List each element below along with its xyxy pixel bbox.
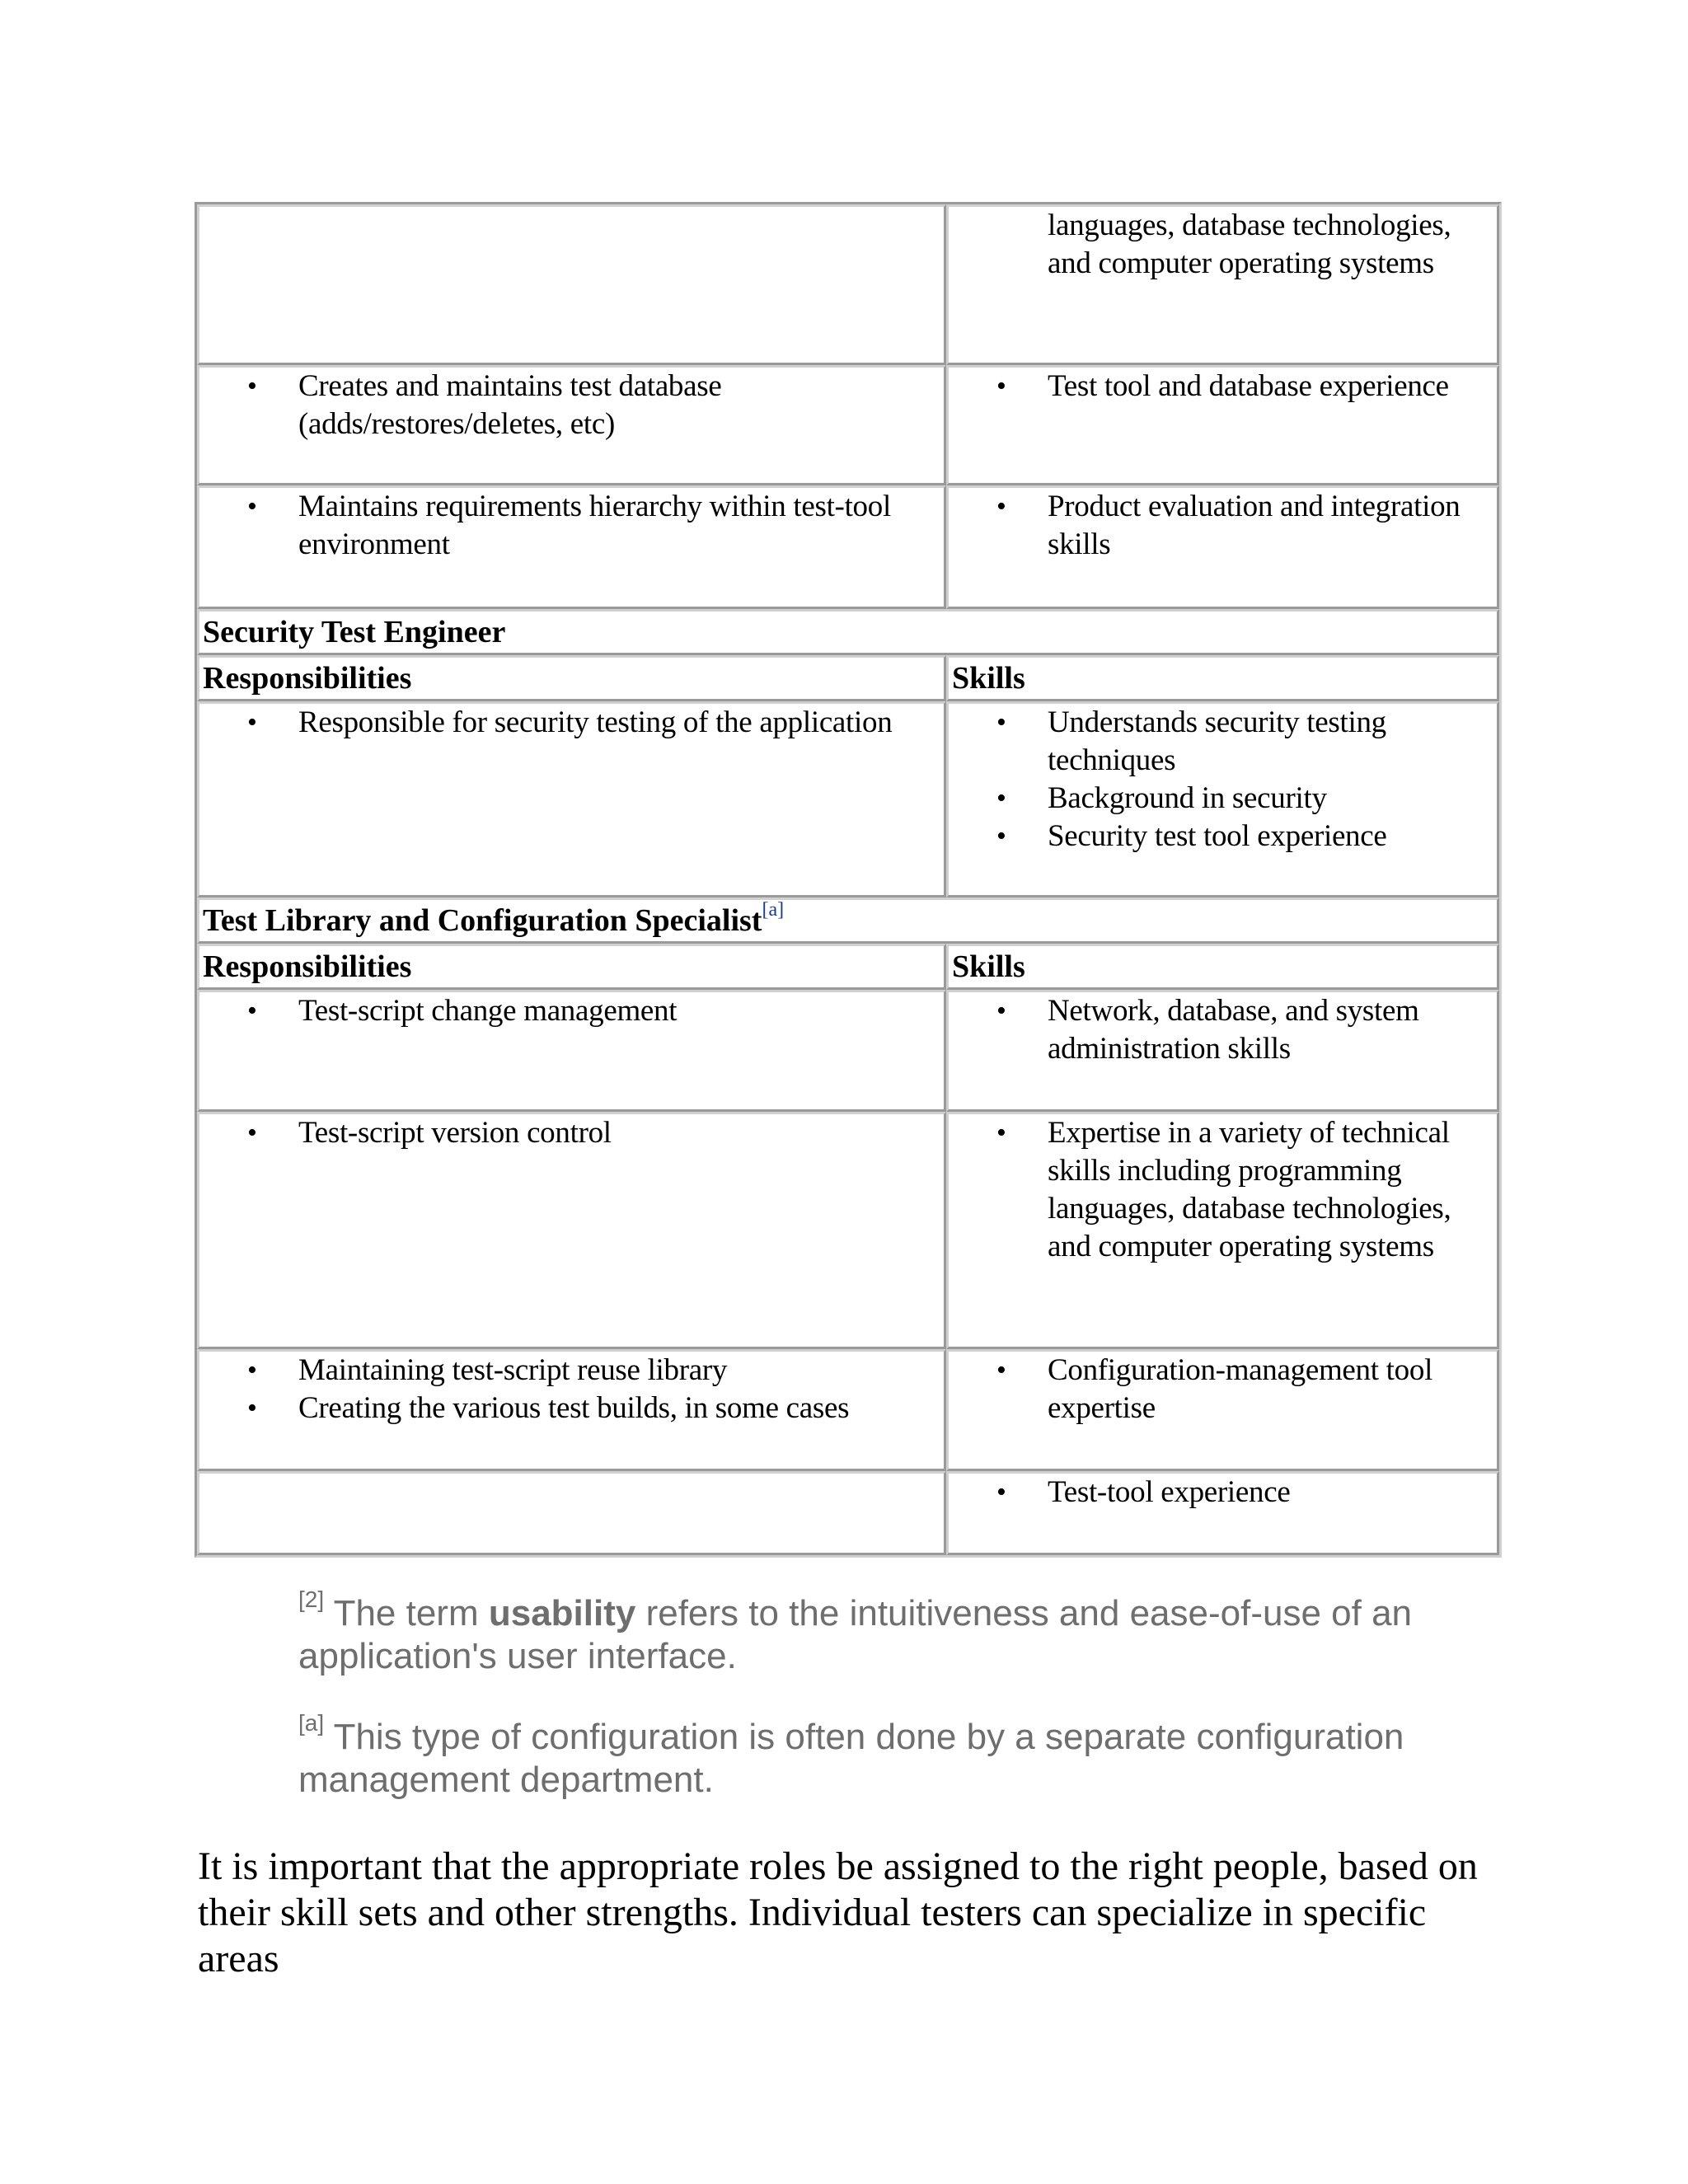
responsibilities-cell (197, 1112, 946, 1349)
skills-cell (946, 1112, 1499, 1349)
skill-list (952, 992, 1493, 1068)
section-title-text: Test Library and Configuration Specialist (203, 903, 762, 938)
responsibilities-header: Responsibilities (197, 944, 946, 990)
list-item: • Configuration-management tool expertise (1048, 1352, 1493, 1427)
footnotes (298, 1586, 1485, 1840)
list-item: • Maintains requirements hierarchy within test-tool environment (298, 488, 940, 564)
skills-header: Skills (946, 655, 1499, 701)
responsibilities-cell (197, 990, 946, 1112)
skills-cell (946, 701, 1499, 898)
responsibility-list (203, 1114, 940, 1152)
footnote-a (298, 1710, 1485, 1802)
skill-list (952, 368, 1493, 405)
column-header-row (197, 655, 1499, 701)
table-row (197, 1112, 1499, 1349)
section-title: Security Test Engineer (197, 609, 1499, 655)
skill-list (952, 704, 1493, 855)
footnote-text: The term (324, 1593, 489, 1633)
list-item: • Maintaining test-script reuse library (298, 1352, 940, 1390)
section-title-row (197, 898, 1499, 944)
table-row (197, 485, 1499, 609)
column-header-row (197, 944, 1499, 990)
responsibility-list (203, 368, 940, 443)
responsibility-list (203, 1352, 940, 1427)
skills-cell (946, 485, 1499, 609)
table-row (197, 1471, 1499, 1555)
list-item: • Responsible for security testing of the application (298, 704, 940, 742)
list-item: • Security test tool experience (1048, 818, 1493, 855)
table-cell-empty (197, 1471, 946, 1555)
skills-cell (946, 1349, 1499, 1471)
table-row (197, 1349, 1499, 1471)
responsibility-list (203, 704, 940, 742)
footnote-term: usability (488, 1593, 636, 1633)
list-item: • Understands security testing techniques (1048, 704, 1493, 780)
responsibilities-cell (197, 485, 946, 609)
list-item: • Background in security (1048, 780, 1493, 818)
skills-cell (946, 1471, 1499, 1555)
table-cell-empty (197, 204, 946, 365)
skill-continued-text: languages, database technologies, and computer operating systems (1048, 209, 1451, 280)
roles-skills-table (195, 202, 1502, 1558)
skills-cell (946, 990, 1499, 1112)
section-title (197, 898, 1499, 944)
list-item: • Product evaluation and integration skills (1048, 488, 1493, 564)
table-row (197, 701, 1499, 898)
section-title-row (197, 609, 1499, 655)
responsibility-list (203, 488, 940, 564)
responsibilities-cell (197, 365, 946, 485)
skills-cell (946, 204, 1499, 365)
footnote-marker[interactable]: [2] (298, 1586, 325, 1613)
skill-list (952, 1114, 1493, 1266)
skills-cell (946, 365, 1499, 485)
responsibilities-cell (197, 1349, 946, 1471)
skill-list (952, 488, 1493, 564)
list-item: • Test-tool experience (1048, 1474, 1493, 1511)
list-item: • Creates and maintains test database (adds/restores/deletes, etc) (298, 368, 940, 443)
responsibilities-cell (197, 701, 946, 898)
list-item: • Expertise in a variety of technical skills including programming languages, database technologies, and computer operating systems (1048, 1114, 1493, 1266)
body-paragraph: It is important that the appropriate roles be assigned to the right people, based on their skill sets and other strengths. Individual testers can specialize in specific areas (198, 1844, 1478, 1980)
responsibility-list (203, 992, 940, 1030)
skill-list (952, 1352, 1493, 1427)
footnote-text: This type of configuration is often done by a separate configuration management department. (298, 1717, 1404, 1800)
footnote-ref-link[interactable]: [a] (762, 899, 785, 921)
skill-list (952, 1474, 1493, 1511)
list-item: • Network, database, and system administration skills (1048, 992, 1493, 1068)
list-item: • Test-script change management (298, 992, 940, 1030)
list-item: • Test-script version control (298, 1114, 940, 1152)
list-item: • Test tool and database experience (1048, 368, 1493, 405)
footnote-2 (298, 1586, 1485, 1678)
table-row (197, 204, 1499, 365)
list-item: • Creating the various test builds, in some cases (298, 1390, 940, 1427)
footnote-marker[interactable]: [a] (298, 1710, 325, 1736)
skills-header: Skills (946, 944, 1499, 990)
footnote-text: refers to the intuitiveness and ease-of-use of an application's user interface. (298, 1593, 1413, 1676)
table-row (197, 365, 1499, 485)
table-row (197, 990, 1499, 1112)
responsibilities-header: Responsibilities (197, 655, 946, 701)
